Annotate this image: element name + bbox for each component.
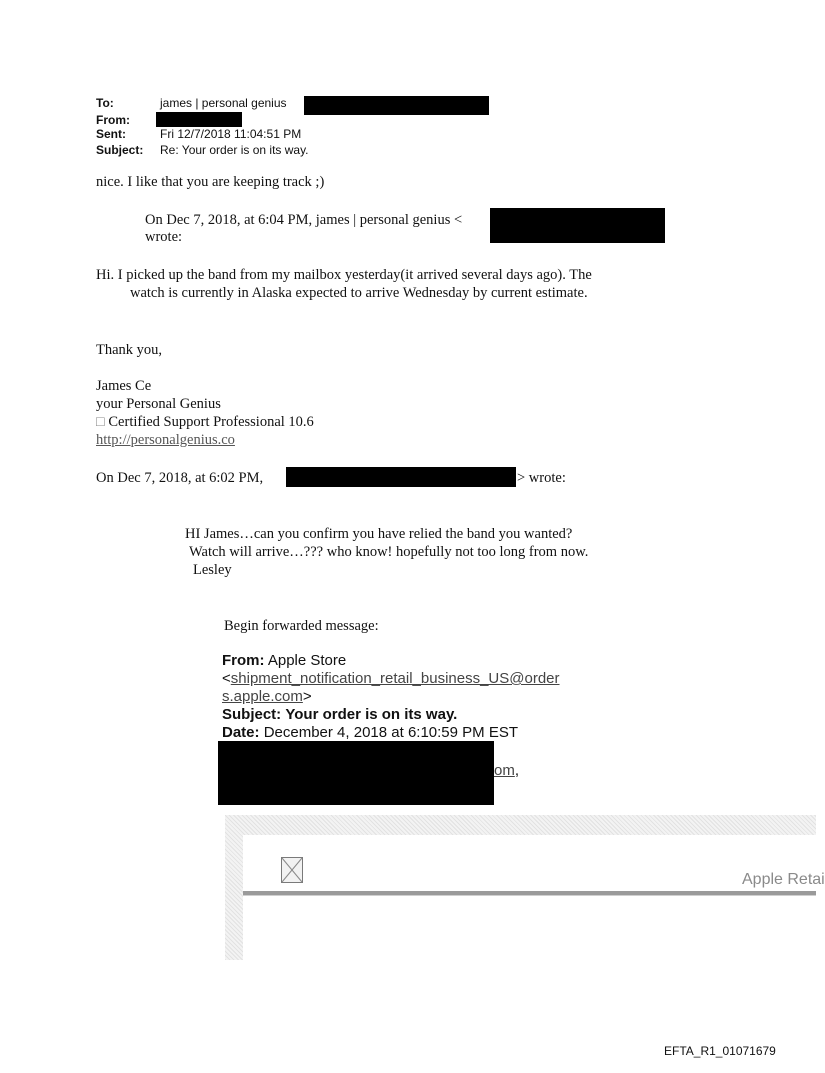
sent-value: Fri 12/7/2018 11:04:51 PM bbox=[160, 127, 302, 141]
message-line2: watch is currently in Alaska expected to arrive Wednesday by current estimate. bbox=[130, 285, 588, 301]
forwarded-email-link-cont[interactable]: s.apple.com bbox=[222, 688, 303, 705]
lesley-line2: Watch will arrive…??? who know! hopefully not too long from now. bbox=[189, 544, 589, 560]
forwarded-to-fragment bbox=[494, 762, 519, 780]
email-open-bracket: < bbox=[222, 670, 231, 687]
redaction-lesley-email bbox=[286, 467, 516, 487]
signature-url-link[interactable]: http://personalgenius.co bbox=[96, 432, 235, 448]
embedded-email-panel bbox=[225, 815, 825, 960]
forwarded-to-comma: , bbox=[514, 762, 520, 779]
document-id: EFTA_R1_01071679 bbox=[664, 1044, 776, 1058]
forwarded-email-link[interactable]: shipment_notification_retail_business_US@order bbox=[230, 670, 560, 687]
lesley-line1: HI James…can you confirm you have relied the band you wanted? bbox=[185, 526, 573, 542]
quote-header-line2: wrote: bbox=[145, 229, 183, 245]
from-label: From: bbox=[96, 113, 130, 127]
email-close-bracket: > bbox=[302, 688, 312, 705]
broken-image-icon bbox=[281, 857, 303, 883]
signature-name: James Ce bbox=[96, 378, 152, 394]
thanks-text: Thank you, bbox=[96, 342, 163, 358]
message-line1: Hi. I picked up the band from my mailbox yesterday(it arrived several days ago). The bbox=[96, 267, 592, 283]
signature-cert-text: Certified Support Professional 10.6 bbox=[108, 414, 314, 430]
lesley-signoff: Lesley bbox=[193, 562, 232, 578]
forwarded-date bbox=[222, 724, 518, 742]
quote2-suffix: > wrote: bbox=[517, 470, 566, 486]
sent-label: Sent: bbox=[96, 127, 126, 141]
forwarded-subject bbox=[222, 706, 457, 724]
redaction-forwarded-to bbox=[218, 741, 494, 805]
embedded-banner bbox=[243, 835, 825, 891]
subject-label: Subject: bbox=[96, 143, 144, 157]
quote2-prefix: On Dec 7, 2018, at 6:02 PM, bbox=[96, 470, 264, 486]
forwarded-to-link[interactable]: om bbox=[494, 762, 515, 779]
certificate-icon: □ bbox=[96, 414, 105, 430]
reply-text: nice. I like that you are keeping track ;) bbox=[96, 174, 325, 190]
forwarded-email-line2 bbox=[222, 688, 312, 706]
forwarded-date-label: Date: bbox=[222, 724, 260, 741]
to-label: To: bbox=[96, 96, 114, 110]
redaction-james-email bbox=[490, 208, 665, 243]
forwarded-from-value: Apple Store bbox=[267, 652, 347, 669]
redaction-from bbox=[156, 112, 242, 127]
to-value: james | personal genius bbox=[160, 96, 287, 110]
forwarded-from-label: From: bbox=[222, 652, 265, 669]
embedded-banner-title: Apple Retai bbox=[742, 871, 825, 888]
forwarded-intro: Begin forwarded message: bbox=[224, 618, 379, 634]
forwarded-subject-value: Your order is on its way. bbox=[285, 706, 458, 723]
embedded-content-area bbox=[243, 896, 816, 960]
signature-cert bbox=[96, 414, 314, 431]
subject-value: Re: Your order is on its way. bbox=[160, 143, 309, 157]
forwarded-subject-label: Subject: bbox=[222, 706, 282, 723]
redaction-to-email bbox=[304, 96, 489, 115]
quote-header-line1: On Dec 7, 2018, at 6:04 PM, james | personal genius < bbox=[145, 212, 463, 228]
signature-title: your Personal Genius bbox=[96, 396, 221, 412]
forwarded-email-line1 bbox=[222, 670, 560, 688]
forwarded-from bbox=[222, 652, 346, 670]
forwarded-date-value: December 4, 2018 at 6:10:59 PM EST bbox=[263, 724, 518, 741]
